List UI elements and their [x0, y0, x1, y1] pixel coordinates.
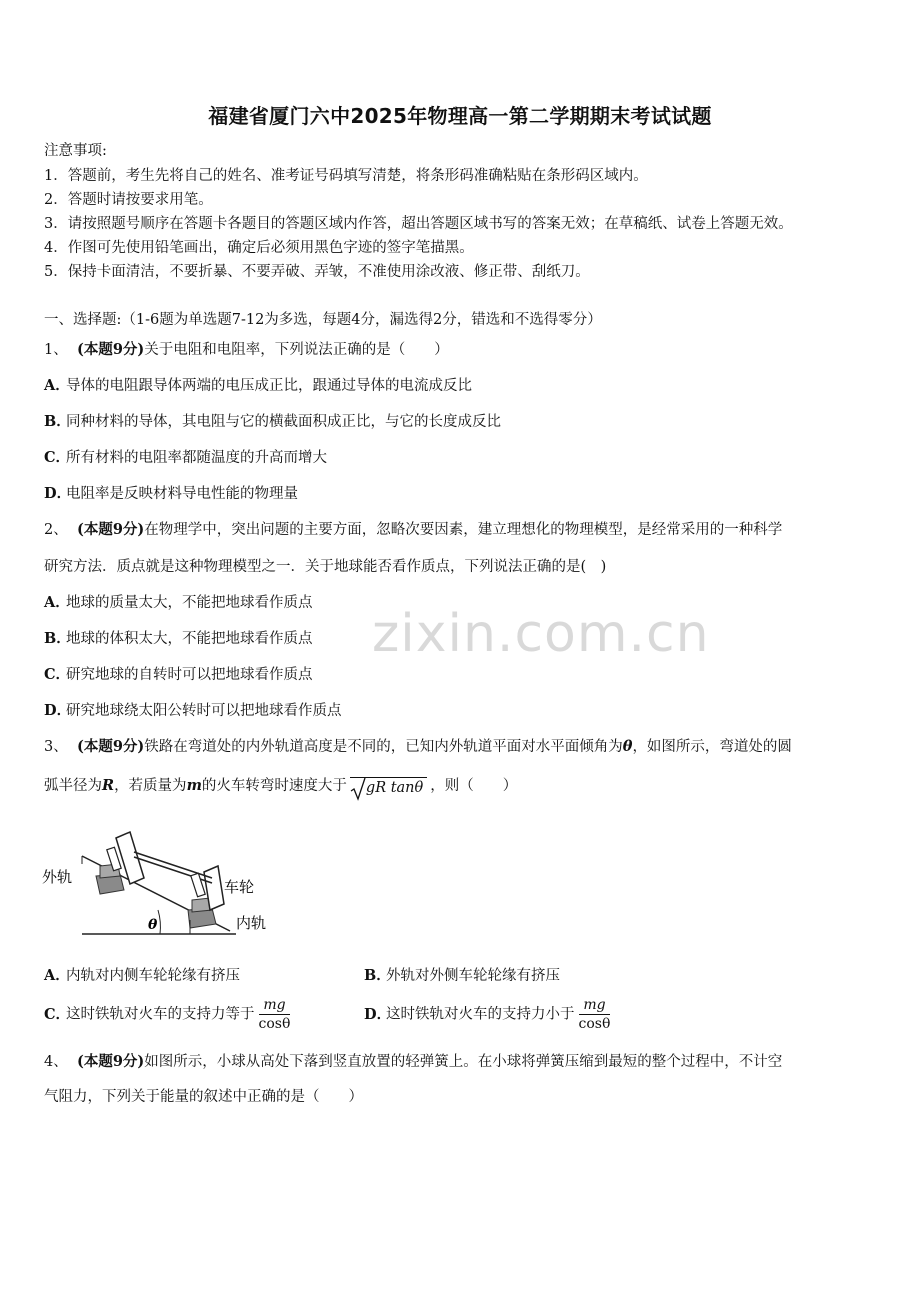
- question-number: 1、: [44, 342, 68, 358]
- notes-heading: 注意事项:: [44, 143, 107, 159]
- sqrt-expression: [350, 777, 427, 796]
- railway-diagram: [40, 824, 280, 944]
- radius-symbol: R: [102, 777, 115, 794]
- sqrt-radicand: gR tanθ: [350, 777, 427, 796]
- option-letter: D．: [44, 485, 72, 502]
- question-number: 2、: [44, 522, 68, 538]
- option-letter: D．: [364, 1005, 392, 1023]
- question-4: [44, 1050, 782, 1071]
- question-stem: 如图所示，小球从高处下落到竖直放置的轻弹簧上。在小球将弹簧压缩到最短的整个过程中，不计空: [144, 1054, 783, 1070]
- stem-part: ，若质量为: [114, 778, 187, 794]
- option-letter: B．: [44, 630, 71, 647]
- option-text: 电阻率是反映材料导电性能的物理量: [66, 486, 298, 502]
- option-b: [44, 410, 501, 431]
- question-score: (本题9分): [76, 341, 145, 358]
- option-b: [44, 627, 313, 648]
- question-number: 4、: [44, 1054, 68, 1070]
- option-c: [44, 446, 327, 467]
- question-2: [44, 518, 782, 539]
- option-text: 内轨对内侧车轮轮缘有挤压: [66, 968, 240, 984]
- page-title: 福建省厦门六中2025年物理高一第二学期期末考试试题: [208, 104, 712, 128]
- radical-sign: [350, 777, 366, 801]
- option-text: 地球的质量太大，不能把地球看作质点: [66, 595, 313, 611]
- option-text: 导体的电阻跟导体两端的电压成正比，跟通过导体的电流成反比: [66, 378, 472, 394]
- option-text: 研究地球绕太阳公转时可以把地球看作质点: [66, 703, 342, 719]
- option-letter: D．: [44, 702, 72, 719]
- option-text: 所有材料的电阻率都随温度的升高而增大: [66, 450, 327, 466]
- fraction: [577, 996, 613, 1033]
- question-stem-cont: [44, 774, 517, 796]
- option-letter: C．: [44, 666, 71, 683]
- option-c: [44, 996, 292, 1033]
- option-text: 地球的体积太大，不能把地球看作质点: [66, 631, 313, 647]
- option-text: 这时铁轨对火车的支持力小于: [386, 1006, 575, 1023]
- option-letter: B．: [364, 967, 391, 984]
- stem-part: 弧半径为: [44, 778, 102, 794]
- mass-symbol: m: [186, 777, 202, 794]
- option-letter: A．: [44, 967, 70, 984]
- option-a: [44, 374, 472, 395]
- question-score: (本题9分): [76, 738, 145, 755]
- question-stem: 铁路在弯道处的内外轨道高度是不同的，已知内外轨道平面对水平面倾角为: [144, 739, 623, 755]
- option-d: [364, 996, 612, 1033]
- wheel-label: 车轮: [224, 878, 255, 896]
- railway-curve-figure: [40, 824, 280, 948]
- question-score: (本题9分): [76, 1053, 145, 1070]
- question-score: (本题9分): [76, 521, 145, 538]
- note-item: 5．保持卡面清洁，不要折暴、不要弄破、弄皱，不准使用涂改液、修正带、刮纸刀。: [44, 264, 590, 280]
- option-c: [44, 663, 313, 684]
- question-stem-cont: 气阻力，下列关于能量的叙述中正确的是（ ）: [44, 1089, 363, 1105]
- option-letter: A．: [44, 594, 70, 611]
- option-letter: C．: [44, 449, 71, 466]
- fraction-denominator: cosθ: [258, 1016, 291, 1032]
- option-d: [44, 699, 342, 720]
- watermark: zixin.com.cn: [372, 604, 710, 664]
- angle-label: θ: [148, 917, 158, 933]
- option-text: 这时铁轨对火车的支持力等于: [66, 1006, 255, 1023]
- option-text: 同种材料的导体，其电阻与它的横截面积成正比，与它的长度成反比: [66, 414, 501, 430]
- option-b: [364, 964, 560, 985]
- note-item: 2．答题时请按要求用笔。: [44, 192, 213, 208]
- option-text: 研究地球的自转时可以把地球看作质点: [66, 667, 313, 683]
- stem-part: 的火车转弯时速度大于: [201, 778, 347, 794]
- question-stem-cont: 研究方法．质点就是这种物理模型之一．关于地球能否看作质点，下列说法正确的是( ): [44, 559, 607, 575]
- option-a: [44, 964, 240, 985]
- question-stem: 关于电阻和电阻率，下列说法正确的是（ ）: [144, 342, 449, 358]
- note-item: 1．答题前，考生先将自己的姓名、准考证号码填写清楚，将条形码准确粘贴在条形码区域内。: [44, 168, 648, 184]
- fraction-numerator: mg: [259, 996, 289, 1015]
- option-letter: C．: [44, 1005, 71, 1023]
- option-letter: B．: [44, 413, 71, 430]
- question-number: 3、: [44, 739, 68, 755]
- note-item: 3．请按照题号顺序在答题卡各题目的答题区域内作答，超出答题区域书写的答案无效；在草稿纸、试卷上答题无效。: [44, 216, 793, 232]
- option-letter: A．: [44, 377, 70, 394]
- option-text: 外轨对外侧车轮轮缘有挤压: [386, 968, 560, 984]
- inner-rail-label: 内轨: [236, 914, 267, 932]
- fraction-denominator: cosθ: [578, 1016, 611, 1032]
- question-3: [44, 735, 792, 756]
- fraction-numerator: mg: [579, 996, 609, 1015]
- option-d: [44, 482, 298, 503]
- question-stem: ，如图所示，弯道处的圆: [632, 739, 792, 755]
- outer-rail-label: 外轨: [42, 868, 73, 886]
- fraction: [257, 996, 293, 1033]
- section-heading: 一、选择题:（1-6题为单选题7-12为多选，每题4分，漏选得2分，错选和不选得零分）: [44, 312, 602, 328]
- option-a: [44, 591, 313, 612]
- note-item: 4．作图可先使用铅笔画出，确定后必须用黑色字迹的签字笔描黑。: [44, 240, 474, 256]
- theta-symbol: θ: [622, 738, 633, 755]
- question-1: [44, 338, 449, 359]
- question-stem: 在物理学中，突出问题的主要方面，忽略次要因素，建立理想化的物理模型，是经常采用的一种科学: [144, 522, 783, 538]
- stem-part: ，则（ ）: [430, 778, 518, 794]
